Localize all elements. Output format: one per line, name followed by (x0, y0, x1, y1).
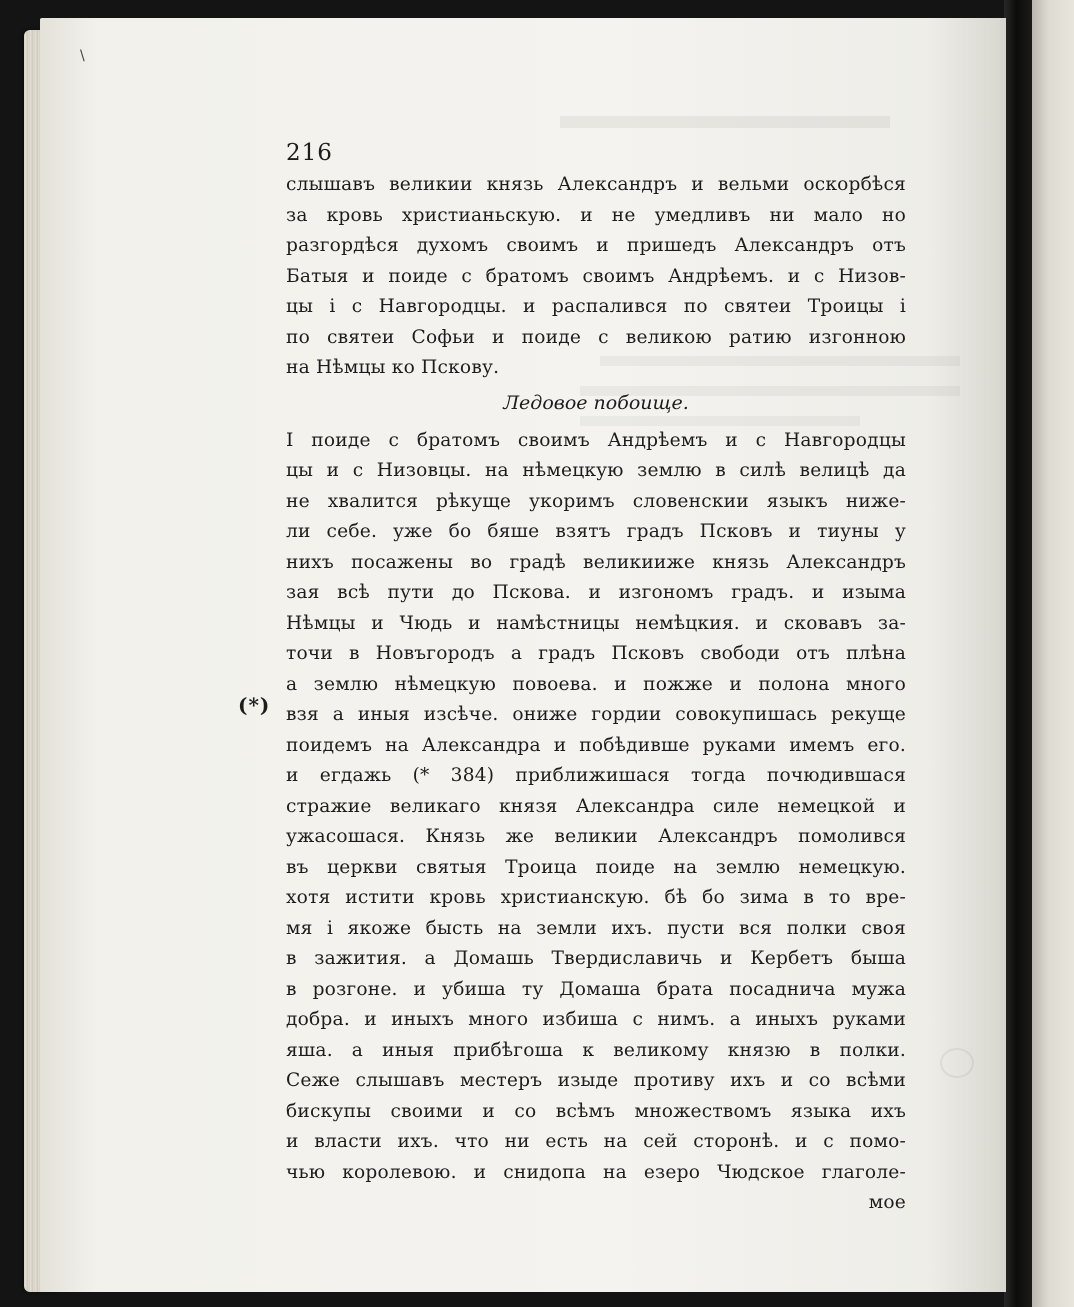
text-line: яша. а иныя прибѣгоша к великому князю в полки. (286, 1039, 906, 1061)
scratch-mark: \ (80, 48, 85, 64)
text-line: не хвалится рѣкуще укоримъ словенскии языкъ ниже- (286, 490, 906, 512)
text-line: чью королевою. и снидопа на езеро Чюдское глаголе- (286, 1161, 906, 1183)
book-gutter (1004, 0, 1032, 1307)
margin-note-marker: (*) (238, 693, 271, 717)
text-line: разгордѣся духомъ своимъ и пришедъ Александръ отъ (286, 235, 906, 256)
text-line: нихъ посажены во градѣ великииже князь Александръ (286, 551, 906, 573)
page-text-block (286, 138, 906, 1219)
text-line: в зажития. а Домашь Твердиславичь и Кербетъ быша (286, 948, 906, 969)
catchword: мое (868, 1192, 906, 1213)
text-line: Сеже слышавъ местеръ изыде противу ихъ и со всѣми (286, 1070, 906, 1091)
page-number: 216 (286, 140, 333, 166)
text-line: въ церкви святыя Троица поиде на землю немецкую. (286, 856, 906, 878)
text-line: ли себе. уже бо бяше взятъ градъ Псковъ и тиуны у (286, 521, 906, 542)
text-line: Батыя и поиде с братомъ своимъ Андрѣемъ. и с Низов- (286, 265, 906, 287)
text-line: в розгоне. и убиша ту Домаша брата посаднича мужа (286, 978, 906, 1000)
text-line: точи в Новъгородъ а градъ Псковъ свободи отъ плѣна (286, 643, 906, 664)
text-line: І поиде с братомъ своимъ Андрѣемъ и с Навгородцы (286, 429, 906, 451)
text-line: и егдажь (* 384) приближишася тогда почюдившася (286, 765, 906, 786)
section-heading: Ледовое побоище. (503, 391, 689, 414)
text-line: мя і якоже бысть на земли ихъ. пусти вся полки своя (286, 917, 906, 939)
text-line: цы і с Навгородцы. и распалився по святеи Троицы і (286, 296, 906, 317)
text-line: а землю нѣмецкую повоева. и пожже и полона много (286, 673, 906, 695)
next-page-edge (1032, 0, 1074, 1307)
text-line: за кровь христианьскую. и не умедливъ ни мало но (286, 204, 906, 226)
text-line: поидемъ на Александра и побѣдивше руками имемъ его. (286, 734, 906, 756)
text-line: по святеи Софьи и поиде с великою ратию изгонною (286, 326, 906, 348)
text-line: ужасошася. Князь же великии Александръ помолився (286, 826, 906, 847)
text-line: бискупы своими и со всѣмъ множествомъ языка ихъ (286, 1100, 906, 1122)
text-line: Нѣмцы и Чюдь и намѣстницы немѣцкия. и сковавъ за- (286, 612, 906, 634)
text-line: добра. и иныхъ много избиша с нимъ. а иныхъ руками (286, 1009, 906, 1030)
text-line: слышавъ великии князь Александръ и вельми оскорбѣся (286, 174, 906, 195)
text-line: зая всѣ пути до Пскова. и изгономъ градъ. и изыма (286, 582, 906, 603)
text-line: стражие великаго князя Александра силе немецкой и (286, 795, 906, 817)
text-line: и власти ихъ. что ни есть на сей сторонѣ. и с помо- (286, 1131, 906, 1152)
bleed-through-mark (940, 1048, 974, 1078)
text-line: на Нѣмцы ко Пскову. (286, 357, 500, 378)
text-line: взя а иныя изсѣче. ониже гордии совокупишась рекуще (286, 704, 906, 725)
text-line: цы и с Низовцы. на нѣмецкую землю в силѣ велицѣ да (286, 460, 906, 481)
text-line: хотя истити кровь христианскую. бѣ бо зима в то вре- (286, 887, 906, 908)
bleed-through-mark (560, 116, 890, 128)
